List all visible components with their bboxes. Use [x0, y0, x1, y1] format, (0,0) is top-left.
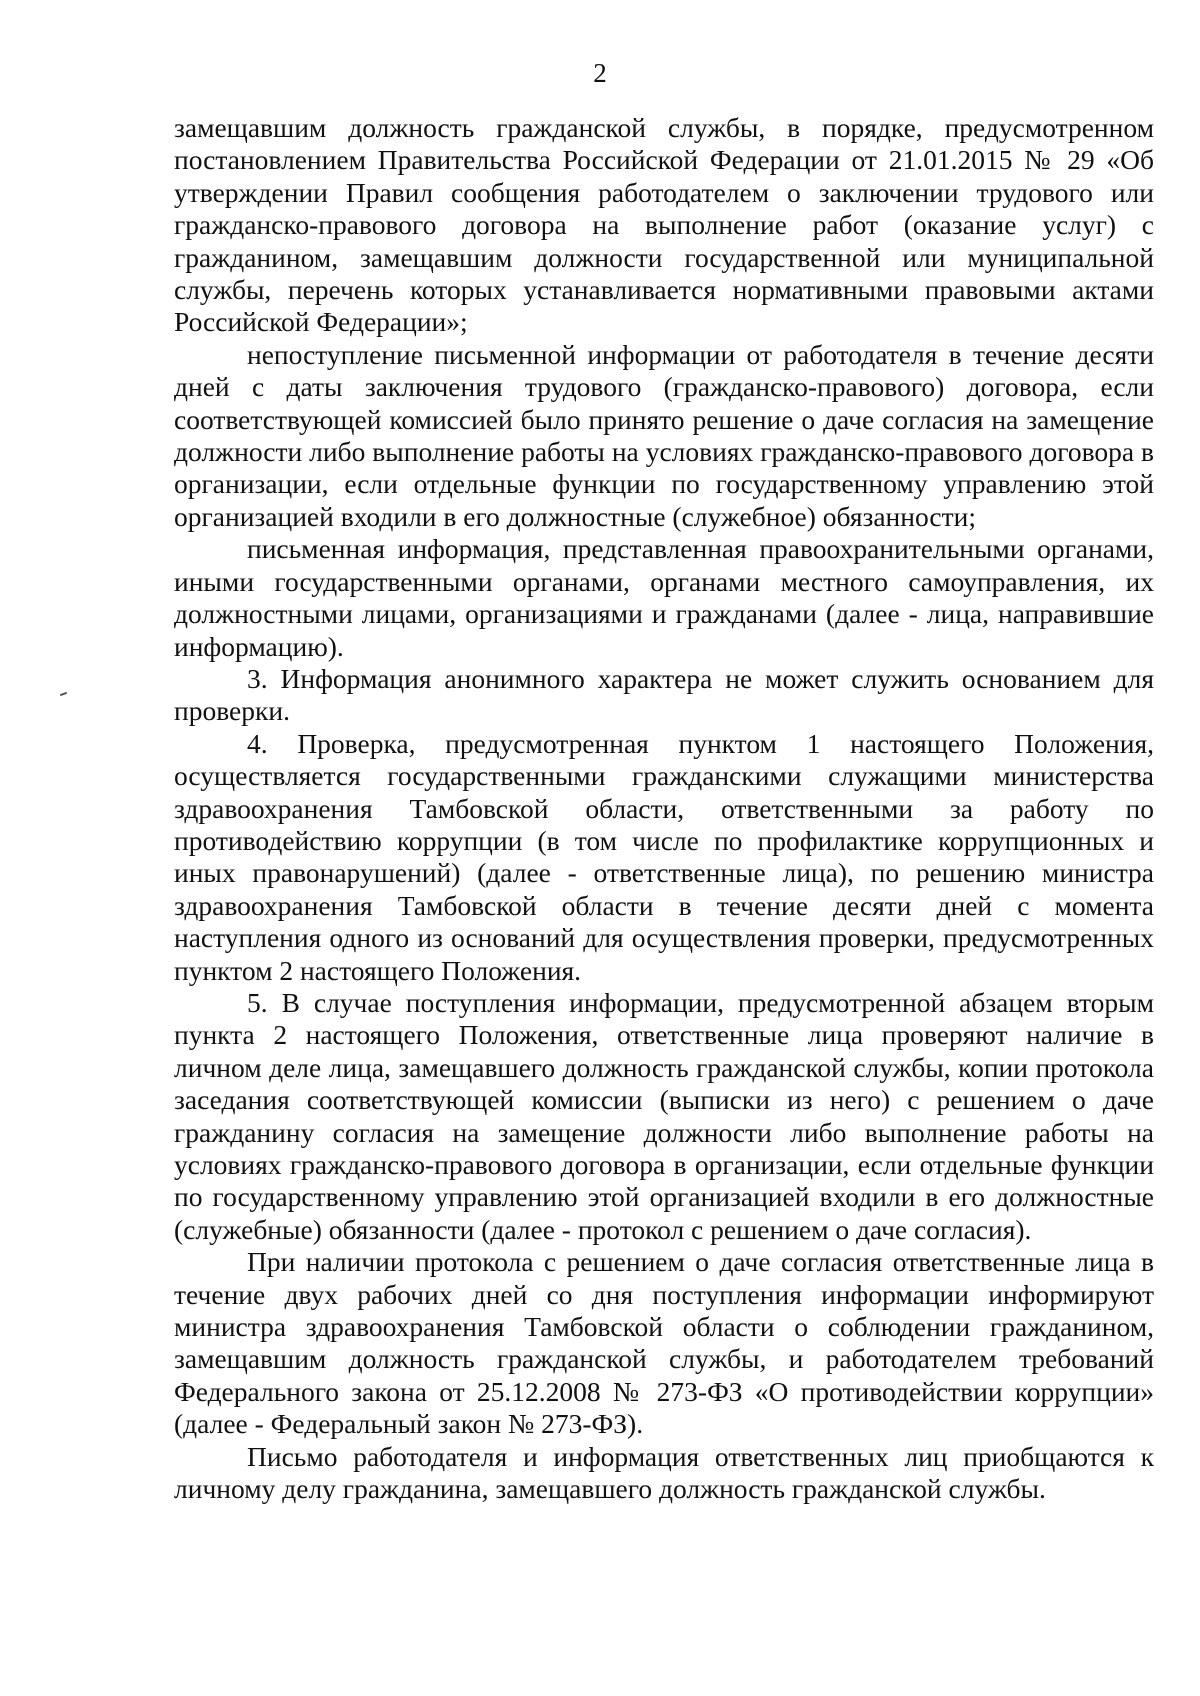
paragraph-employer-letter: Письмо работодателя и информация ответственных лиц приобщаются к личному делу гражданина, замещавшего должность гражданской службы. — [174, 1440, 1154, 1505]
paragraph-item-3: 3. Информация анонимного характера не может служить основанием для проверки. — [174, 662, 1154, 727]
paragraph-continuation: замещавшим должность гражданской службы, в порядке, предусмотренном постановлением Правительства Российской Федерации от 21.01.2015 № 29 «Об утверждении Правил сообщения работодателем о заключении трудового или гражданско-правового договора на выполнение работ (оказание услуг) с гражданином, замещавшим должности государственной или муниципальной службы, перечень которых устанавливается нормативными правовыми актами Российской Федерации»; — [174, 112, 1154, 338]
scan-artifact — [60, 692, 67, 696]
paragraph-item-4: 4. Проверка, предусмотренная пунктом 1 настоящего Положения, осуществляется государственными гражданскими служащими министерства здравоохранения Тамбовской области, ответственными за работу по противодействию коррупции (в том числе по профилактике коррупционных и иных правонарушений) (далее - ответственные лица), по решению министра здравоохранения Тамбовской области в течение десяти дней с момента наступления одного из оснований для осуществления проверки, предусмотренных пунктом 2 настоящего Положения. — [174, 727, 1154, 986]
paragraph-no-written-info: непоступление письменной информации от работодателя в течение десяти дней с даты заключения трудового (гражданско-правового) договора, если соответствующей комиссией было принято решение о даче согласия на замещение должности либо выполнение работы на условиях гражданско-правового договора в организации, если отдельные функции по государственному управлению этой организацией входили в его должностные (служебное) обязанности; — [174, 338, 1154, 532]
page-number: 2 — [593, 58, 607, 88]
paragraph-written-info: письменная информация, представленная правоохранительными органами, иными государственными органами, органами местного самоуправления, их должностными лицами, организациями и гражданами (далее - лица, направившие информацию). — [174, 533, 1154, 662]
document-body — [174, 112, 1154, 1505]
paragraph-protocol-presence: При наличии протокола с решением о даче согласия ответственные лица в течение двух рабочих дней со дня поступления информации информируют министра здравоохранения Тамбовской области о соблюдении гражданином, замещавшим должность гражданской службы, и работодателем требований Федерального закона от 25.12.2008 № 273-ФЗ «О противодействии коррупции» (далее - Федеральный закон № 273-ФЗ). — [174, 1246, 1154, 1440]
paragraph-item-5: 5. В случае поступления информации, предусмотренной абзацем вторым пункта 2 настоящего Положения, ответственные лица проверяют наличие в личном деле лица, замещавшего должность гражданской службы, копии протокола заседания соответствующей комиссии (выписки из него) с решением о даче гражданину согласия на замещение должности либо выполнение работы на условиях гражданско-правового договора в организации, если отдельные функции по государственному управлению этой организацией входили в его должностные (служебные) обязанности (далее - протокол с решением о даче согласия). — [174, 986, 1154, 1245]
